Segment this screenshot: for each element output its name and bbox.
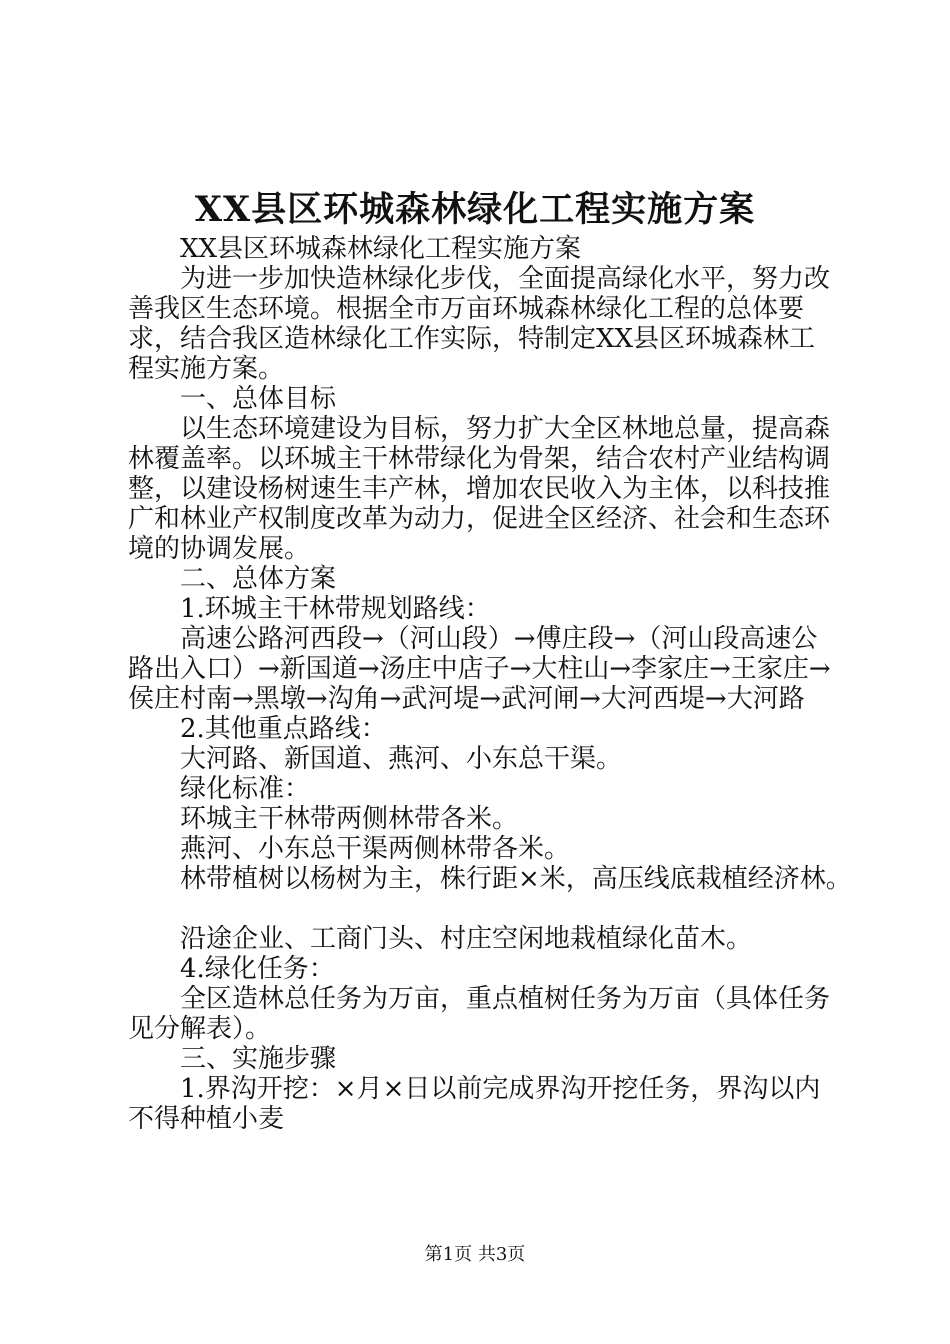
- item-main-route-heading: 1.环城主干林带规划路线：: [180, 594, 491, 624]
- heading-implementation-steps: 三、实施步骤: [180, 1044, 337, 1074]
- paragraph-other-routes: 大河路、新国道、燕河、小东总干渠。: [180, 744, 623, 774]
- document-body: [128, 234, 852, 1134]
- document-title: XX县区环城森林绿化工程实施方案: [194, 189, 756, 230]
- paragraph-intro: 为进一步加快造林绿化步伐，全面提高绿化水平，努力改善我区生态环境。根据全市万亩环城森林绿化工程的总体要求，结合我区造林绿化工作实际，特制定XX县区环城森林工程实施方案。: [128, 264, 831, 384]
- heading-overall-plan: 二、总体方案: [180, 564, 337, 594]
- paragraph-planting: 林带植树以杨树为主，株行距×米，高压线底栽植经济林。: [180, 864, 852, 894]
- paragraph-goal: 以生态环境建设为目标，努力扩大全区林地总量，提高森林覆盖率。以环城主干林带绿化为骨架，结合农村产业结构调整，以建设杨树速生丰产林，增加农民收入为主体，以科技推广和林业产权制度改革为动力，促进全区经济、社会和生态环境的协调发展。: [128, 414, 831, 564]
- paragraph-main-route: 高速公路河西段→（河山段）→傅庄段→（河山段高速公路出入口）→新国道→汤庄中店子→大柱山→李家庄→王家庄→侯庄村南→黑墩→沟角→武河堤→武河闸→大河西堤→大河路: [128, 624, 831, 714]
- page-footer: 第1页 共3页: [424, 1244, 526, 1265]
- paragraph-greening-task: 全区造林总任务为万亩，重点植树任务为万亩（具体任务见分解表）。: [128, 984, 831, 1044]
- paragraph-standard-main: 环城主干林带两侧林带各米。: [180, 804, 519, 834]
- paragraph-standard-canal: 燕河、小东总干渠两侧林带各米。: [180, 834, 571, 864]
- paragraph-roadside: 沿途企业、工商门头、村庄空闲地栽植绿化苗木。: [180, 924, 753, 954]
- item-greening-task-heading: 4.绿化任务：: [180, 954, 335, 984]
- paragraph-subtitle: XX县区环城森林绿化工程实施方案: [180, 234, 582, 264]
- paragraph-ditch: 1.界沟开挖：×月×日以前完成界沟开挖任务，界沟以内不得种植小麦: [128, 1074, 821, 1134]
- heading-overall-goal: 一、总体目标: [180, 384, 337, 414]
- item-greening-standard: 绿化标准：: [180, 774, 311, 804]
- blank-line: [128, 894, 838, 924]
- item-other-routes-heading: 2.其他重点路线：: [180, 714, 387, 744]
